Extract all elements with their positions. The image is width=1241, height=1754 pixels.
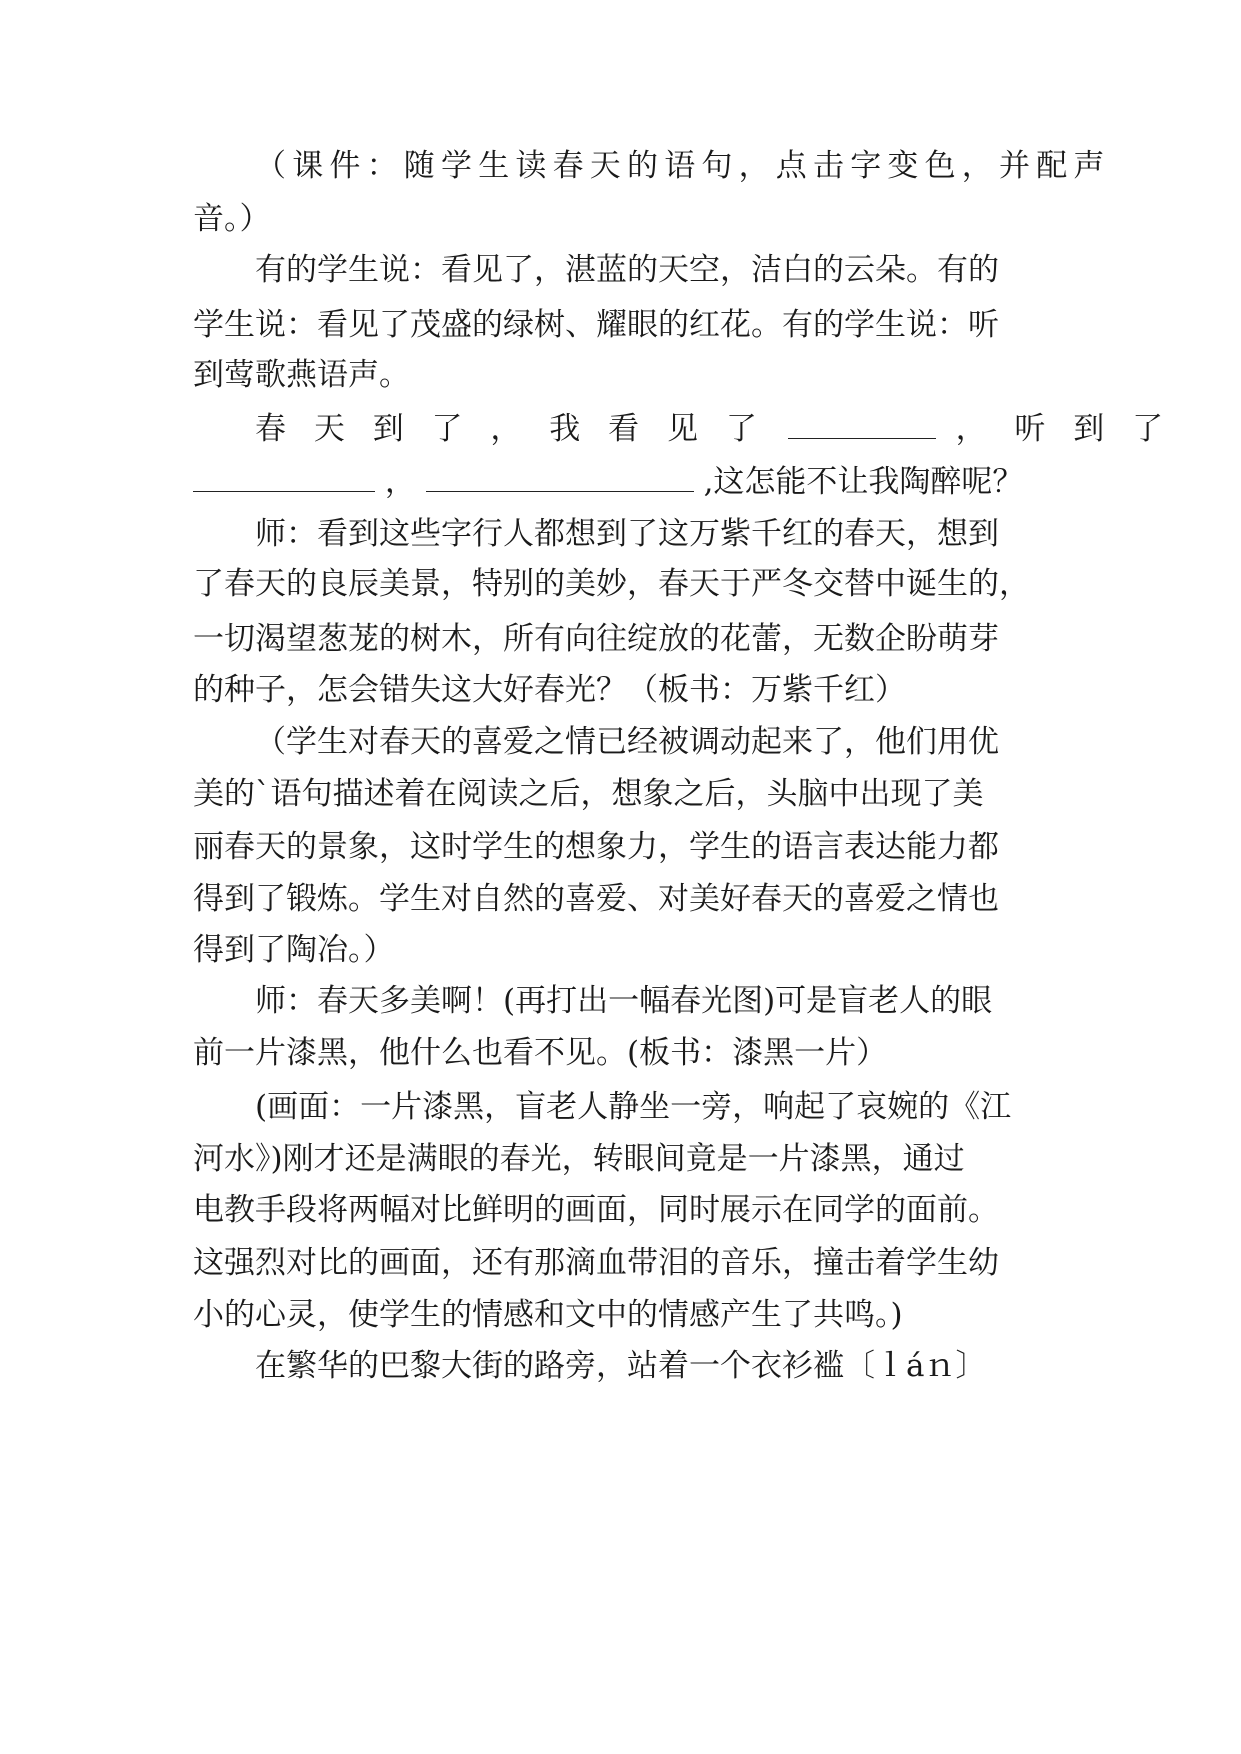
fill-in-line-2	[193, 461, 1023, 502]
fill-in-text: 春 天 到 了 ， 我 看 见 了	[255, 411, 766, 447]
paragraph-line: 师：春天多美啊！(再打出一幅春光图)可是盲老人的眼	[255, 983, 993, 1019]
paragraph-line: 电教手段将两幅对比鲜明的画面，同时展示在同学的面前。	[193, 1192, 999, 1228]
paragraph-line: （学生对春天的喜爱之情已经被调动起来了，他们用优	[255, 724, 999, 760]
paragraph-line: 这强烈对比的画面，还有那滴血带泪的音乐，撞击着学生幼	[193, 1245, 999, 1281]
fill-in-text: ， 听 到 了	[955, 411, 1173, 447]
paragraph-line: 师：看到这些字行人都想到了这万紫千红的春天，想到	[255, 516, 999, 552]
answer-blank[interactable]	[193, 461, 375, 492]
fill-in-separator: ，	[384, 464, 416, 500]
paragraph-line: 一切渴望葱茏的树木，所有向往绽放的花蕾，无数企盼萌芽	[193, 621, 999, 657]
fill-in-text: ,这怎能不让我陶醉呢？	[703, 464, 1024, 500]
paragraph-line: 丽春天的景象，这时学生的想象力，学生的语言表达能力都	[193, 829, 999, 865]
paragraph-line: 的种子，怎会错失这大好春光？（板书：万紫千红）	[193, 672, 906, 708]
paragraph-line: 河水》)刚才还是满眼的春光，转眼间竟是一片漆黑，通过	[193, 1141, 965, 1177]
paragraph-line: 小的心灵，使学生的情感和文中的情感产生了共鸣。)	[193, 1297, 903, 1333]
paragraph-line: 前一片漆黑，他什么也看不见。(板书：漆黑一片）	[193, 1035, 888, 1071]
fill-in-line-1	[255, 408, 1172, 449]
paragraph-line: 学生说：看见了茂盛的绿树、耀眼的红花。有的学生说：听	[193, 307, 999, 343]
paragraph-line: 到莺歌燕语声。	[193, 357, 410, 393]
answer-blank[interactable]	[426, 461, 694, 492]
paragraph-line: 有的学生说：看见了，湛蓝的天空，洁白的云朵。有的	[255, 252, 999, 288]
paragraph-line: 美的`语句描述着在阅读之后，想象之后，头脑中出现了美	[193, 776, 984, 812]
paragraph-line: 音。）	[193, 201, 271, 237]
paragraph-line: 得到了陶冶。）	[193, 932, 395, 968]
paragraph-line: （课件：随学生读春天的语句，点击字变色，并配声	[255, 148, 1111, 184]
paragraph-line: 了春天的良辰美景，特别的美妙，春天于严冬交替中诞生的，	[193, 566, 1030, 602]
paragraph-line: 在繁华的巴黎大街的路旁，站着一个衣衫褴〔ｌáｎ〕	[255, 1348, 987, 1384]
paragraph-line: 得到了锻炼。学生对自然的喜爱、对美好春天的喜爱之情也	[193, 881, 999, 917]
answer-blank[interactable]	[788, 408, 936, 439]
paragraph-line: (画面：一片漆黑，盲老人静坐一旁，响起了哀婉的《江	[255, 1089, 1012, 1125]
